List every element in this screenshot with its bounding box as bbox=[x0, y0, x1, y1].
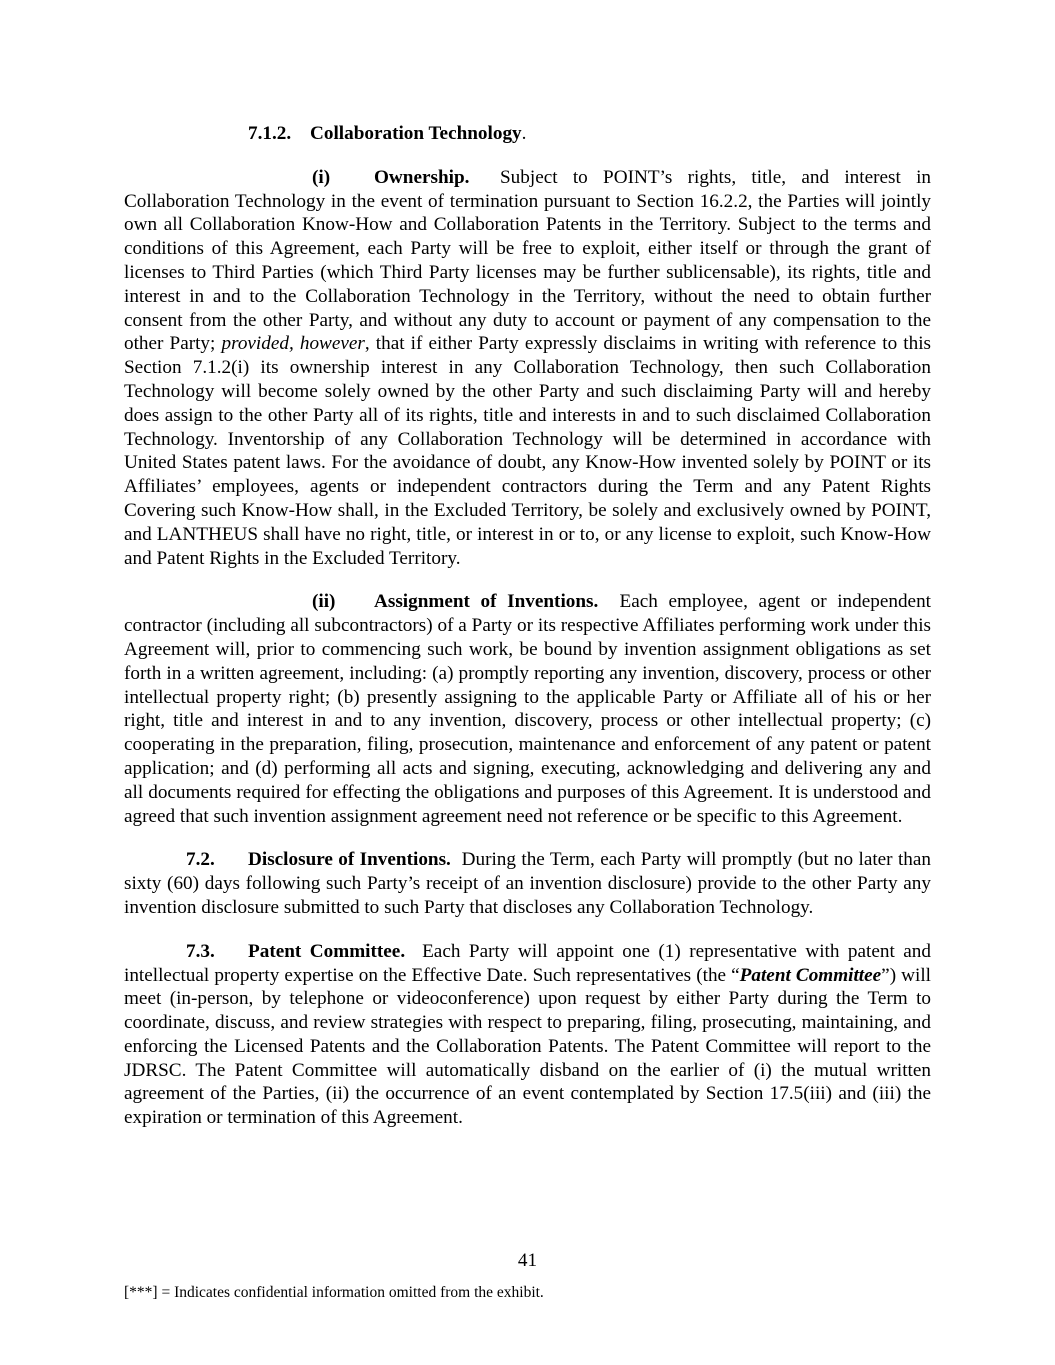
section-text: During the Term, each Party will promptly (but no later than sixty (60) days following such Party’s receipt of an invention disclosure) provide to the other Party any invention disclosure submitted to such Party that discloses any Collaboration Technology. bbox=[124, 849, 931, 918]
paragraph-disclosure-of-inventions bbox=[124, 848, 931, 919]
defined-term: Patent Committee bbox=[739, 964, 882, 986]
section-title-period: . bbox=[521, 123, 527, 144]
clause-number: (i) bbox=[312, 166, 331, 188]
confidentiality-footer: [***] = Indicates confidential information omitted from the exhibit. bbox=[124, 1284, 544, 1301]
clause-number: (ii) bbox=[312, 591, 336, 613]
clause-text-part2: , that if either Party expressly disclaims in writing with reference to this Section 7.1.2(i) its ownership interest in any Collaboration Technology, then such Collaboration Technology will become solely owned by the other Party and such disclaiming Party will and hereby does assign to the other Party all of its rights, title and interests in and to such disclaimed Collaboration Technology. Inventorship of any Collaboration Technology will be determined in accordance with United States patent laws. For the avoidance of doubt, any Know-How invented solely by POINT or its Affiliates’ employees, agents or independent contractors during the Term and any Patent Rights Covering such Know-How shall, in the Excluded Territory, be solely and exclusively owned by POINT, and LANTHEUS shall have no right, title, or interest in or to, or any license to exploit, such Know-How and Patent Rights in the Excluded Territory. bbox=[124, 333, 931, 569]
section-7-1-2-heading bbox=[124, 122, 931, 146]
paragraph-patent-committee bbox=[124, 940, 931, 1130]
paragraph-ownership bbox=[124, 166, 931, 571]
clause-title: Assignment of Inventions. bbox=[374, 591, 599, 613]
section-text-part2: ”) will meet (in-person, by telephone or videoconference) upon request by either Party during the Term to coordinate, discuss, and review strategies with respect to preparing, filing, prosecuting, maintaining, and enforcing the Licensed Patents and the Collaboration Patents. The Patent Committee will report to the JDRSC. The Patent Committee will automatically disband on the earlier of (i) the mutual written agreement of the Parties, (ii) the occurrence of an event contemplated by Section 17.5(iii) and (iii) the expiration or termination of this Agreement. bbox=[124, 964, 932, 1129]
section-text-part1: Each Party will appoint one (1) representative with patent and intellectual property expertise on the Effective Date. Such representatives (the “ bbox=[124, 940, 931, 986]
section-title: Collaboration Technology bbox=[310, 123, 522, 144]
clause-text-part1: Subject to POINT’s rights, title, and interest in Collaboration Technology in the event of termination pursuant to Section 16.2.2, the Parties will jointly own all Collaboration Know-How and Collaboration Patents in the Territory. Subject to the terms and conditions of this Agreement, each Party will be free to exploit, either itself or through the grant of licenses to Third Parties (which Third Party licenses may be further sublicensable), its rights, title and interest in and to the Collaboration Technology in the Territory, without the need to obtain further consent from the other Party, and without any duty to account or payment of any compensation to the other Party; bbox=[124, 166, 932, 355]
section-title: Disclosure of Inventions. bbox=[248, 849, 451, 871]
paragraph-assignment-of-inventions bbox=[124, 590, 931, 828]
document-body bbox=[124, 122, 931, 1150]
clause-text: Each employee, agent or independent contractor (including all subcontractors) of a Party or its respective Affiliates performing work under this Agreement will, prior to commencing such work, be bound by invention assignment obligations as set forth in a written agreement, including: (a) promptly reporting any invention, discovery, process or other intellectual property right; (b) presently assigning to the applicable Party or Affiliate all of his or her right, title and interest in and to any invention, discovery, process or other intellectual property; (c) cooperating in the preparation, filing, prosecution, maintenance and enforcement of any patent or patent application; and (d) performing all acts and signing, executing, acknowledging and delivering any and all documents required for effecting the obligations and purposes of this Agreement. It is understood and agreed that such invention assignment agreement need not reference or be specific to this Agreement. bbox=[124, 591, 931, 827]
clause-title: Ownership. bbox=[374, 166, 470, 188]
page-number: 41 bbox=[517, 1250, 538, 1271]
section-number: 7.1.2. bbox=[248, 123, 292, 144]
clause-emphasis: provided, however bbox=[221, 333, 365, 355]
section-number: 7.3. bbox=[186, 940, 215, 962]
section-number: 7.2. bbox=[186, 849, 215, 871]
section-title: Patent Committee. bbox=[248, 940, 406, 962]
